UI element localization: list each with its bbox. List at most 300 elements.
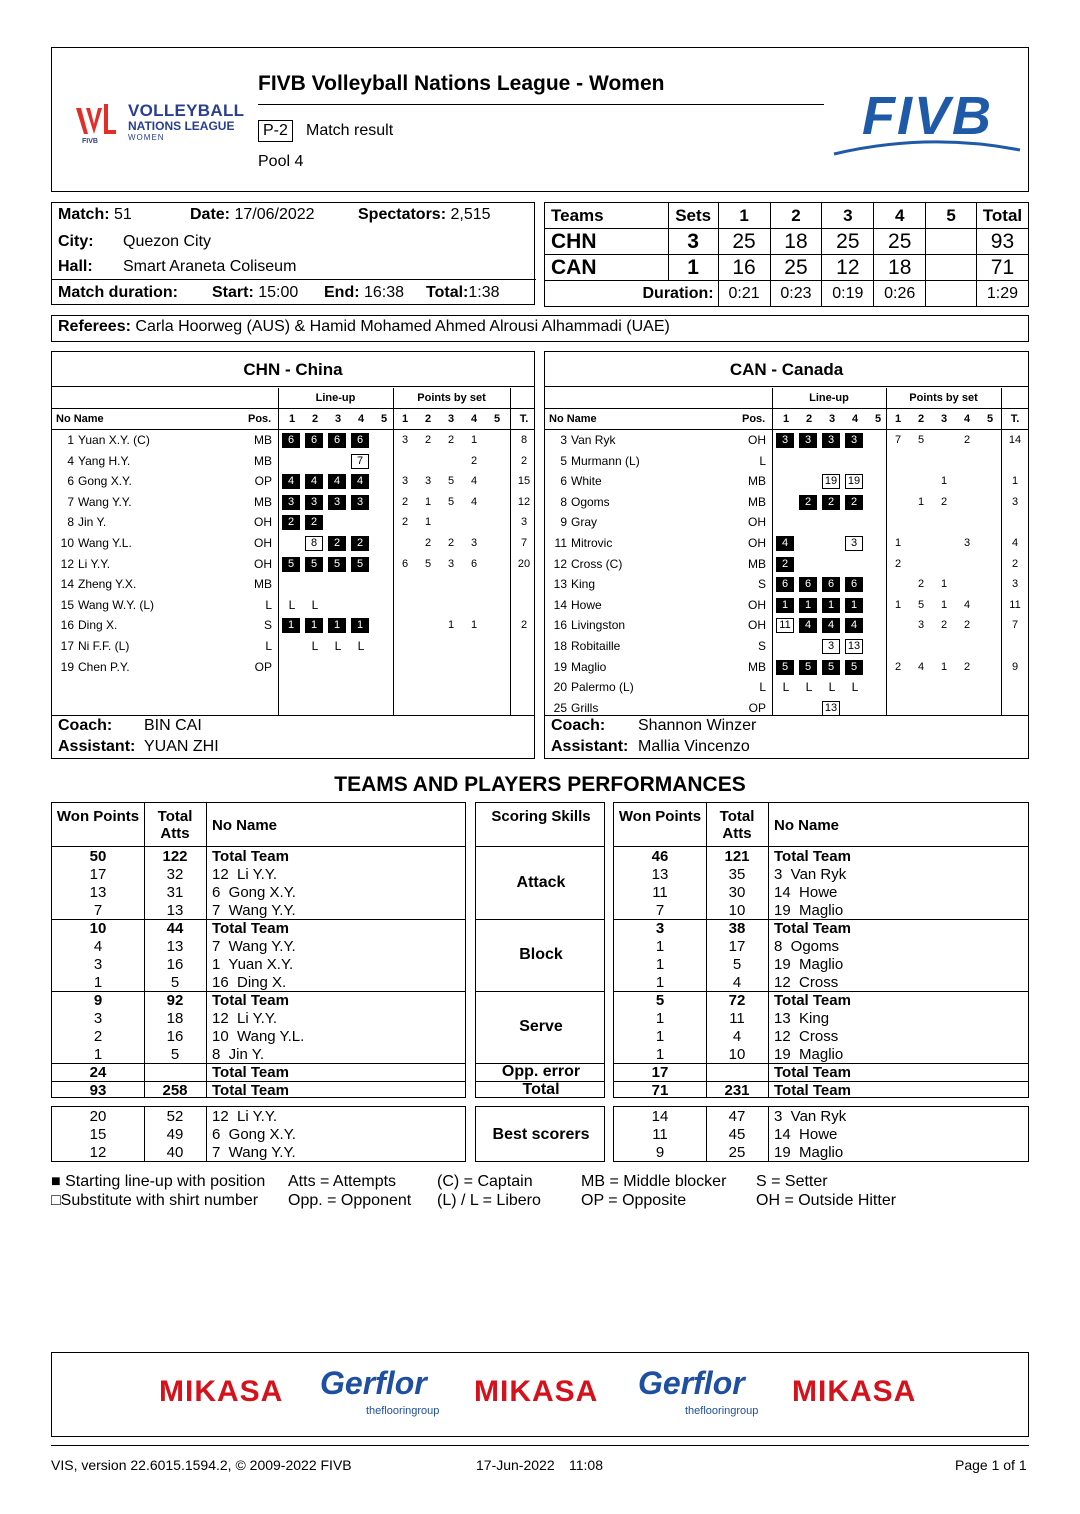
player-number: 20 [553,680,567,695]
vnl-logo-line1: VOLLEYBALL [128,101,245,120]
starting-position-box: 2 [776,557,794,572]
player-total: 4 [1011,537,1019,549]
sponsor-bar [51,1352,1029,1437]
player-number: 7 [67,494,74,509]
set-points: 2 [470,454,478,467]
set-score: 71 [976,255,1028,281]
city-label: City: [58,233,94,250]
player-row [545,512,1030,532]
total-atts: 17 [728,938,746,955]
player-row [52,595,536,615]
set-score: 16 [718,255,770,281]
won-points: 3 [655,920,665,937]
points-set-header: 4 [470,413,478,425]
assistant-label: Assistant: [551,738,629,755]
skill-label: Serve [519,1018,563,1035]
substitute-box: 19 [822,474,840,489]
skill-label: Total [522,1081,560,1098]
player-number: 12 [60,556,74,571]
won-points: 11 [652,1126,668,1143]
best-scorers-label-box [475,1106,605,1162]
total-atts: 10 [728,902,746,919]
set-score: 25 [770,255,822,281]
libero-mark: L [288,597,296,612]
won-points-header: Won Points [56,808,140,825]
player-name: Ogoms [571,494,610,509]
total-atts: 5 [732,956,742,973]
player-number: 16 [553,618,567,633]
assistant-label: Assistant: [58,738,136,755]
player-row [52,636,536,656]
legend-op: OP = Opposite [581,1192,687,1209]
lineup-set-header: 4 [357,413,365,425]
starting-position-box: 1 [776,598,794,613]
total-atts: 52 [166,1108,184,1125]
set-points: 3 [447,557,455,570]
set-points: 5 [424,557,432,570]
footer-date: 17-Jun-2022 [476,1457,555,1473]
set-points: 2 [447,434,455,446]
starting-position-box: 2 [845,495,863,510]
player-position: OH [254,556,272,571]
total-atts: 25 [728,1144,746,1161]
player-or-team: Total Team [212,920,289,937]
player-or-team: Total Team [774,920,851,937]
player-name: 3 Van Ryk [774,1108,847,1125]
starting-position-box: 3 [351,495,369,510]
player-name: Robitaille [571,639,621,653]
player-position: MB [748,556,766,571]
set-points: 1 [470,619,478,632]
player-name: Chen P.Y. [78,659,130,674]
libero-mark: L [334,639,342,653]
starting-position-box: 6 [799,577,817,592]
total-atts-header: Total Atts [157,808,193,842]
player-number: 19 [60,659,74,674]
player-row [52,533,536,553]
team-table-chn [51,351,535,759]
set-score: 18 [874,255,926,281]
player-number: 10 [60,536,74,550]
starting-position-box: 5 [351,557,369,572]
set-points: 1 [470,434,478,446]
total-atts: 16 [166,956,184,973]
player-position: L [265,597,272,612]
performance-table-right [613,802,1029,1098]
total-atts-header: Total Atts [719,808,755,842]
libero-mark: L [805,680,813,695]
won-points: 3 [93,956,103,973]
player-or-team: Total Team [212,1082,289,1099]
libero-mark: L [311,639,319,653]
won-points: 1 [655,938,665,955]
won-points: 24 [89,1064,107,1081]
player-or-team: 3 Van Ryk [774,866,847,883]
points-set-header: 2 [917,413,925,425]
player-position: OH [748,597,766,612]
player-total: 11 [1009,598,1021,611]
player-or-team: 7 Wang Y.Y. [212,938,296,955]
total-header: T. [1010,413,1020,425]
won-points: 50 [89,848,107,865]
lineup-set-header: 5 [874,413,882,425]
set-duration: 1:29 [976,281,1028,307]
set-points: 2 [401,516,409,529]
set-points: 5 [917,598,925,611]
assistant-name: YUAN ZHI [144,738,219,755]
starting-position-box: 6 [305,433,323,448]
player-number: 16 [60,618,74,633]
won-points: 1 [93,974,103,991]
sets-header-cell: 1 [718,203,770,229]
won-points: 3 [93,1010,103,1027]
total-atts: 31 [166,884,184,901]
starting-position-box: 6 [351,433,369,448]
player-position: L [759,680,766,695]
fivb-logo [832,84,1022,159]
starting-position-box: 3 [822,433,840,448]
player-row [52,512,536,532]
starting-position-box: 1 [799,598,817,613]
player-number: 18 [553,639,567,653]
hall-value: Smart Araneta Coliseum [123,258,297,275]
set-points: 2 [963,434,971,446]
team-code: CAN [545,255,669,281]
starting-position-box: 5 [799,660,817,675]
total-atts: 5 [170,1046,180,1063]
set-points: 1 [940,578,948,591]
player-name: 19 Maglio [774,1144,844,1161]
starting-position-box: 4 [305,474,323,489]
player-number: 11 [554,536,567,550]
total-atts: 5 [170,974,180,991]
player-or-team: Total Team [212,1064,289,1081]
won-points-header: Won Points [618,808,702,825]
player-name: 6 Gong X.Y. [212,1126,296,1143]
set-points: 1 [940,660,948,673]
player-or-team: Total Team [774,1064,851,1081]
no-name-header: No Name [212,817,278,834]
set-points: 6 [470,557,478,570]
player-position: OP [254,659,272,674]
gerflor-logo: Gerflor [638,1365,745,1401]
player-or-team: 16 Ding X. [212,974,287,991]
player-position: OH [254,515,272,530]
player-name: Gray [571,515,598,530]
set-points: 1 [894,537,902,549]
city-value: Quezon City [123,233,212,250]
player-name: Wang Y.Y. [78,494,132,509]
set-points: 3 [424,475,432,488]
total-atts: 92 [166,992,184,1009]
player-row [545,595,1030,615]
set-points: 2 [447,537,455,549]
info-divider [52,279,536,280]
date-label: Date: [190,206,231,223]
set-points: 4 [470,495,478,508]
won-points: 17 [651,1064,669,1081]
set-points: 6 [401,557,409,570]
set-points: 5 [917,434,925,446]
starting-position-box: 6 [328,433,346,448]
won-points: 4 [93,938,103,955]
coach-name: Shannon Winzer [638,717,757,734]
player-position: L [265,639,272,653]
set-score: 25 [822,229,874,255]
sets-header-cell: Total [976,203,1028,229]
substitute-box: 13 [845,639,863,654]
starting-position-box: 2 [351,536,369,551]
starting-position-box: 4 [845,618,863,633]
pos-header: Pos. [742,413,766,425]
player-row [52,615,536,635]
player-total: 7 [1011,619,1019,632]
won-points: 20 [89,1108,107,1125]
player-row [52,492,536,512]
lineup-set-header: 3 [828,413,836,425]
set-points: 1 [940,598,948,611]
total-atts: 40 [166,1144,184,1161]
set-points: 5 [447,495,455,508]
set-points: 2 [894,660,902,673]
player-name: Cross (C) [571,556,623,571]
player-number: 6 [560,474,567,489]
player-position: S [757,639,766,653]
set-points: 1 [424,516,432,529]
player-total: 2 [520,454,528,467]
player-name: Palermo (L) [571,680,634,695]
player-row [52,554,536,574]
points-header: Points by set [417,392,486,404]
set-points: 3 [470,537,478,549]
row-divider [52,715,534,716]
player-number: 8 [67,515,74,530]
sets-header-cell: 3 [822,203,874,229]
player-position: L [759,453,766,468]
total-label: Total: [426,284,469,301]
set-score: 18 [770,229,822,255]
sets-header-cell: Sets [668,203,718,229]
vnl-logo [74,98,244,148]
player-or-team: 6 Gong X.Y. [212,884,296,901]
player-position: MB [748,659,766,674]
player-total: 15 [517,475,531,488]
total-atts: 121 [724,848,750,865]
set-score: 3 [668,229,718,255]
player-number: 12 [553,556,567,571]
coach-label: Coach: [58,717,113,734]
player-total: 14 [1008,434,1022,446]
legend-atts: Atts = Attempts [288,1173,397,1190]
team-name: CAN - Canada [545,352,1028,387]
phase-code: P-2 [258,120,293,142]
set-points: 2 [963,619,971,632]
set-points: 7 [894,434,902,446]
total-atts: 13 [166,902,184,919]
total-atts: 30 [728,884,746,901]
hall-label: Hall: [58,258,93,275]
starting-position-box: 1 [351,618,369,633]
player-or-team: 8 Jin Y. [212,1046,264,1063]
player-total: 2 [520,619,528,632]
player-or-team: 8 Ogoms [774,938,840,955]
won-points: 11 [652,884,668,901]
starting-position-box: 3 [282,495,300,510]
player-row [545,677,1030,697]
player-number: 5 [560,453,567,468]
footer-time: 11:08 [569,1457,603,1473]
pos-header: Pos. [248,413,272,425]
won-points: 12 [89,1144,107,1161]
sets-header-cell: 2 [770,203,822,229]
player-total: 9 [1011,660,1019,673]
won-points: 1 [93,1046,103,1063]
player-or-team: 12 Li Y.Y. [212,866,278,883]
player-or-team: 14 Howe [774,884,838,901]
set-points: 1 [894,598,902,611]
legend-setter: S = Setter [756,1173,828,1190]
footer-version: VIS, version 22.6015.1594.2, © 2009-2022 FIVB [51,1457,352,1473]
player-total: 2 [1011,557,1019,570]
points-set-header: 3 [940,413,948,425]
starting-position-box: 1 [328,618,346,633]
set-score [926,255,977,281]
starting-position-box: 6 [845,577,863,592]
set-points: 1 [447,619,455,632]
won-points: 17 [89,866,107,883]
report-header [51,47,1029,192]
start-label: Start: [212,284,254,301]
player-row [545,615,1030,635]
coach-name: BIN CAI [144,717,202,734]
total-atts: 18 [166,1010,184,1027]
referees [51,315,1029,342]
legend-starting: ■ Starting line-up with position [51,1173,266,1190]
won-points: 1 [655,1010,665,1027]
set-points: 4 [917,660,925,673]
won-points: 15 [89,1126,107,1143]
coach-label: Coach: [551,717,606,734]
player-total: 1 [1011,475,1019,488]
player-position: OH [748,536,766,550]
starting-position-box: 3 [305,495,323,510]
substitute-box: 8 [305,536,323,551]
player-total: 12 [517,495,531,508]
team-table-can [544,351,1029,759]
player-name: Mitrovic [571,536,613,550]
vnl-small-fivb: FIVB [82,138,98,144]
player-row [545,471,1030,491]
best-scorers-left [51,1106,466,1162]
total-atts: 4 [732,1028,742,1045]
points-set-header: 4 [963,413,971,425]
player-number: 1 [67,433,74,447]
player-position: S [263,618,272,633]
best-scorers-label: Best scorers [492,1126,590,1143]
starting-position-box: 4 [328,474,346,489]
won-points: 9 [655,1144,665,1161]
won-points: 1 [655,1028,665,1045]
total-atts: 38 [728,920,746,937]
set-score: 93 [976,229,1028,255]
won-points: 46 [651,848,669,865]
won-points: 14 [651,1108,669,1125]
player-or-team: 19 Maglio [774,956,844,973]
legend-captain: (C) = Captain [437,1173,533,1190]
starting-position-box: 1 [282,618,300,633]
row-divider [476,846,604,847]
starting-position-box: 6 [822,577,840,592]
legend-opp: Opp. = Opponent [288,1192,412,1209]
set-points: 1 [424,495,432,508]
substitute-box: 3 [845,536,863,551]
referees-label: Referees: [58,318,131,335]
substitute-box: 11 [776,618,794,633]
team-name: CHN - China [52,352,534,387]
set-points: 4 [963,598,971,611]
set-score: 12 [822,255,874,281]
scoring-skills-header: Scoring Skills [491,808,591,825]
set-points: 3 [401,475,409,488]
match-label: Match: [58,206,110,223]
group-divider [476,919,604,920]
player-or-team: Total Team [212,848,289,865]
libero-mark: L [311,597,319,612]
total-atts: 45 [728,1126,746,1143]
player-row [545,554,1030,574]
player-name: Wang W.Y. (L) [78,597,155,612]
set-points: 2 [401,495,409,508]
set-scores [544,202,1029,305]
starting-position-box: 6 [776,577,794,592]
skill-label: Attack [516,874,566,891]
player-position: MB [254,577,272,592]
player-name: Grills [571,700,599,715]
best-scorers-right [613,1106,1029,1162]
set-points: 2 [917,578,925,591]
set-points: 2 [963,660,971,673]
player-name: White [571,474,602,489]
starting-position-box: 3 [799,433,817,448]
substitute-box: 3 [822,639,840,654]
set-points: 3 [401,434,409,446]
player-or-team: 12 Cross [774,974,839,991]
player-number: 19 [553,659,567,674]
libero-mark: L [782,680,790,695]
row-divider [52,846,465,847]
starting-position-box: 2 [305,515,323,530]
player-or-team: Total Team [212,992,289,1009]
column-divider [206,1107,207,1162]
player-position: OH [254,536,272,550]
no-name-header: No Name [549,413,597,425]
set-score: 1 [668,255,718,281]
player-name: Wang Y.L. [78,536,132,550]
player-name: King [571,577,596,592]
gerflor-tagline: theflooringroup [685,1405,759,1417]
player-position: MB [748,474,766,489]
starting-position-box: 5 [282,557,300,572]
total-atts: 35 [728,866,746,883]
won-points: 9 [93,992,103,1009]
player-position: MB [254,494,272,509]
player-position: OH [748,618,766,633]
player-row [52,430,536,450]
points-set-header: 2 [424,413,432,425]
won-points: 5 [655,992,665,1009]
won-points: 13 [651,866,669,883]
lineup-set-header: 5 [380,413,388,425]
